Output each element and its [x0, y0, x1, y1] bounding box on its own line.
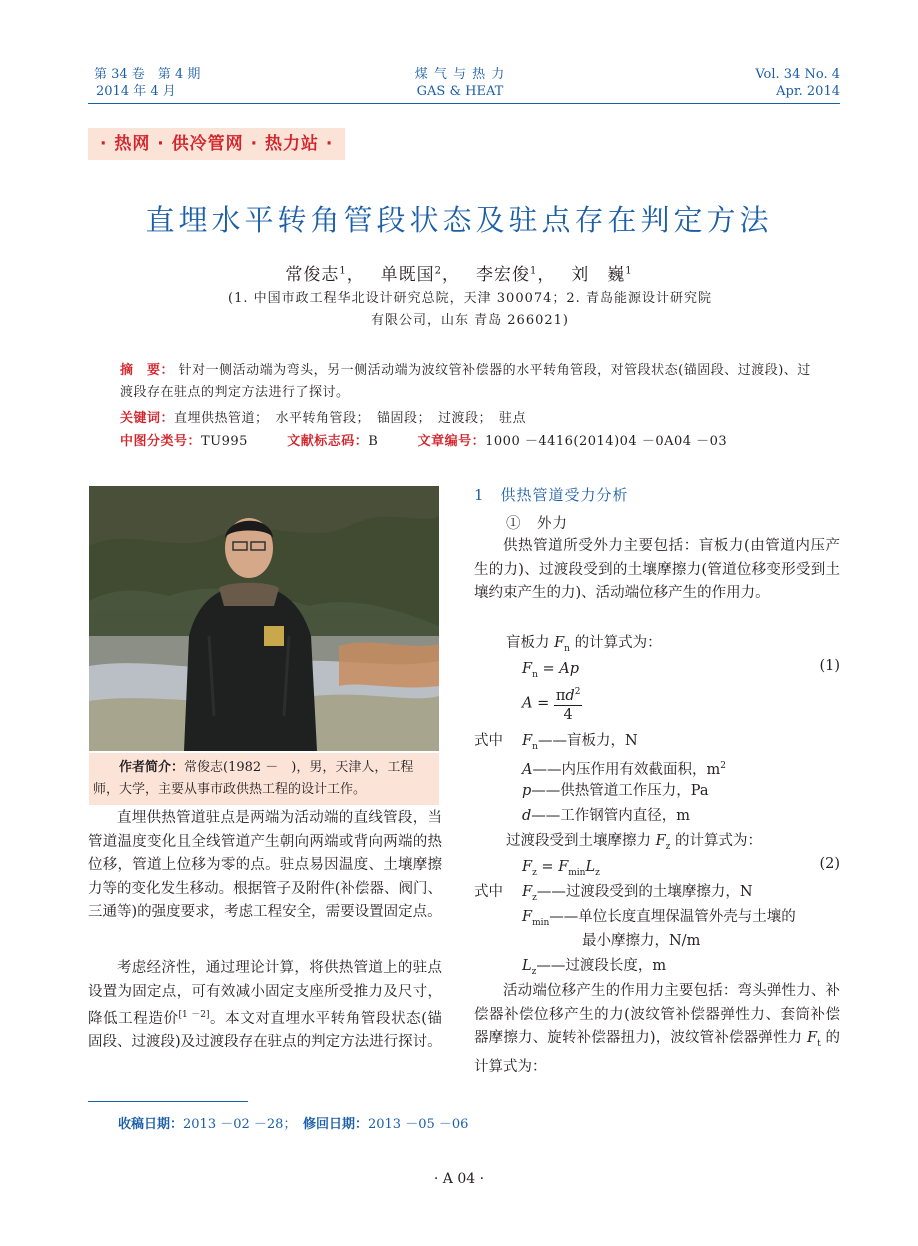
header-rule — [88, 103, 840, 104]
doc-code-label: 文献标志码： — [287, 434, 369, 449]
equation-1-number: (1) — [819, 658, 840, 674]
definition-Fmin-cont: 最小摩擦力，N/m — [582, 933, 701, 949]
blind-force-intro-a: 盲板力 — [506, 635, 555, 651]
footnote-dates — [118, 1113, 468, 1132]
article-no-value: 1000 －4416(2014)04 －0A04 －03 — [485, 434, 728, 449]
equation-1a: $F_n = Ap$ — [522, 661, 579, 680]
equation-2-number: (2) — [819, 856, 840, 872]
where-label: 式中 — [474, 884, 503, 900]
definition-Fz-text: ——过渡段受到的土壤摩擦力，N — [536, 884, 753, 900]
received-date: 2013 －02 －28； — [183, 1117, 290, 1132]
definition-Fz: 式中 $F_z——$过渡段受到的土壤摩擦力，N — [474, 884, 753, 903]
doc-code-value: B — [368, 434, 379, 449]
definition-A: A——内压作用有效截面积，$m^2$ — [522, 761, 726, 778]
clc-label: 中图分类号： — [120, 434, 202, 449]
definition-d: d——工作钢管内直径，m — [522, 808, 691, 824]
blind-force-intro — [506, 632, 662, 660]
section-1-paragraph: 供热管道所受外力主要包括：盲板力(由管道内压产生的力)、过渡段受到的土壤摩擦力(管道位移变形受到土壤约束产生的力)、活动端位移产生的作用力。 — [474, 538, 840, 601]
header-journal-en: GAS & HEAT — [416, 84, 504, 99]
equation-2: $F_z = F_{min}L_z$ — [522, 859, 600, 878]
keywords-label: 关键词： — [120, 411, 175, 426]
definition-Lz: $L_z——$过渡段长度，m — [522, 958, 667, 977]
subsection-heading: ① 外力 — [506, 516, 568, 532]
author-list: 常俊志$^1$， 单既国$^2$， 李宏俊$^1$， 刘 巍$^1$ — [285, 265, 633, 285]
paper-title: 直埋水平转角管段状态及驻点存在判定方法 — [145, 203, 773, 237]
author-photo — [89, 486, 439, 751]
friction-intro-a: 过渡段受到土壤摩擦力 — [506, 833, 656, 849]
equation-1b: A = $\frac{\pi d^2}{4}$ — [522, 683, 582, 724]
abstract-label: 摘 要： — [120, 363, 175, 378]
affiliation-line-2: 有限公司，山东 青岛 266021) — [371, 313, 569, 328]
article-no-label: 文章编号： — [417, 434, 486, 449]
section-1-paragraph-end-b: 的计算式为： — [474, 1030, 841, 1076]
friction-intro-b: 的计算式为： — [670, 833, 763, 849]
citation-ref: [1 －2] — [178, 1010, 210, 1020]
page-number: · A 04 · — [433, 1171, 485, 1187]
header-journal — [360, 66, 560, 100]
definition-Fn-text: ——盲板力，N — [537, 733, 638, 749]
affiliation-line-1: (1. 中国市政工程华北设计研究总院，天津 300074；2. 青岛能源设计研究院 — [228, 291, 712, 306]
where-label: 式中 — [474, 733, 503, 749]
author-affil-mark: 1 — [339, 265, 347, 277]
author-name: 李宏俊 — [475, 265, 530, 285]
section-1-heading: 1 供热管道受力分析 — [474, 486, 629, 504]
section-1-paragraph-end: 活动端位移产生的作用力主要包括：弯头弹性力、补偿器补偿位移产生的力(波纹管补偿器弹性力、套筒补偿器摩擦力、旋转补偿器扭力)，波纹管补偿器弹性力 $F_t$ 的计算式为： — [474, 983, 841, 1076]
clc-value: TU995 — [201, 434, 248, 449]
author-name: 刘 巍 — [571, 265, 626, 285]
author-affil-mark: 1 — [625, 265, 633, 277]
blind-force-intro-b: 的计算式为： — [569, 635, 662, 651]
keywords-text: 直埋供热管道； 水平转角管段； 锚固段； 过渡段； 驻点 — [174, 411, 527, 426]
definition-Lz-text: ——过渡段长度，m — [536, 958, 667, 974]
definition-Fmin-text-1: ——单位长度直埋保温管外壳与土壤的 — [549, 909, 796, 925]
author-photo-illustration — [89, 486, 439, 751]
header-vol-no: Vol. 34 No. 4 — [755, 67, 840, 82]
author-name: 单既国 — [380, 265, 435, 285]
friction-intro: 过渡段受到土壤摩擦力 $F_z$ 的计算式为： — [506, 833, 763, 852]
intro-paragraph-2 — [88, 957, 442, 1055]
author-affil-mark: 1 — [529, 265, 538, 277]
author-affil-mark: 2 — [434, 265, 443, 277]
intro-paragraph-2-text-b: 。本文对直埋水平转角管段状态(锚固段、过渡段)及过渡段存在驻点的判定方法进行探讨。 — [88, 1010, 443, 1051]
definition-d-text: ——工作钢管内直径，m — [531, 808, 691, 824]
section-1-paragraph-end-a: 活动端位移产生的作用力主要包括：弯头弹性力、补偿器补偿位移产生的力(波纹管补偿器弹性力、套筒补偿器摩擦力、旋转补偿器扭力)，波纹管补偿器弹性力 — [474, 983, 840, 1046]
header-volume — [94, 66, 200, 100]
author-name: 常俊志 — [285, 265, 340, 285]
header-volume-en — [740, 66, 840, 100]
classification-line — [120, 431, 727, 453]
revised-label: 修回日期： — [302, 1117, 368, 1132]
intro-paragraph-2-text-a: 考虑经济性，通过理论计算，将供热管道上的驻点设置为固定点，可有效减小固定支座所受推力及尺寸，降低工程造价 — [88, 960, 442, 1027]
header-volume-issue: 第 34 卷 第 4 期 — [94, 67, 201, 82]
section-tag: · 热网 · 供冷管网 · 热力站 · — [88, 128, 345, 160]
symbol-Fn: $F_n$ — [554, 635, 570, 654]
definition-A-text: ——内压作用有效截面积，m — [532, 761, 721, 778]
intro-paragraph-1: 直埋供热管道驻点是两端为活动端的直线管段，当管道温度变化且全线管道产生朝向两端或背向两端的热位移，管道上位移为零的点。驻点易因温度、土壤摩擦力等的变化发生移动。根据管子及附件(补偿器、阀门、三通等)的强度要求，考虑工程安全，需要设置固定点。 — [88, 810, 442, 920]
definition-p-text: ——供热管道工作压力，Pa — [531, 783, 709, 799]
author-bio-text: 常俊志(1982 － )，男，天津人，工程师，大学，主要从事市政供热工程的设计工作。 — [93, 760, 414, 797]
author-bio-label: 作者简介： — [119, 760, 185, 775]
keywords — [120, 408, 526, 430]
footnote-rule — [88, 1101, 248, 1102]
header-month-year: Apr. 2014 — [776, 84, 840, 99]
equation-1b-fraction: $\frac{\pi d^2}{4}$ — [554, 683, 583, 724]
received-label: 收稿日期： — [118, 1117, 184, 1132]
definition-p: p——供热管道工作压力，Pa — [522, 783, 709, 799]
abstract — [120, 360, 820, 404]
definition-Fn: 式中 $F_n——$盲板力，N — [474, 733, 638, 752]
header-journal-cn: 煤 气 与 热 力 — [414, 67, 506, 82]
header-date: 2014 年 4 月 — [96, 84, 176, 99]
revised-date: 2013 －05 －06 — [367, 1117, 469, 1132]
definition-Fmin: $F_{min}——$单位长度直埋保温管外壳与土壤的 — [522, 909, 796, 928]
author-bio — [89, 753, 439, 805]
abstract-text: 针对一侧活动端为弯头，另一侧活动端为波纹管补偿器的水平转角管段，对管段状态(锚固段、过渡段)、过渡段存在驻点的判定方法进行了探讨。 — [120, 363, 811, 400]
